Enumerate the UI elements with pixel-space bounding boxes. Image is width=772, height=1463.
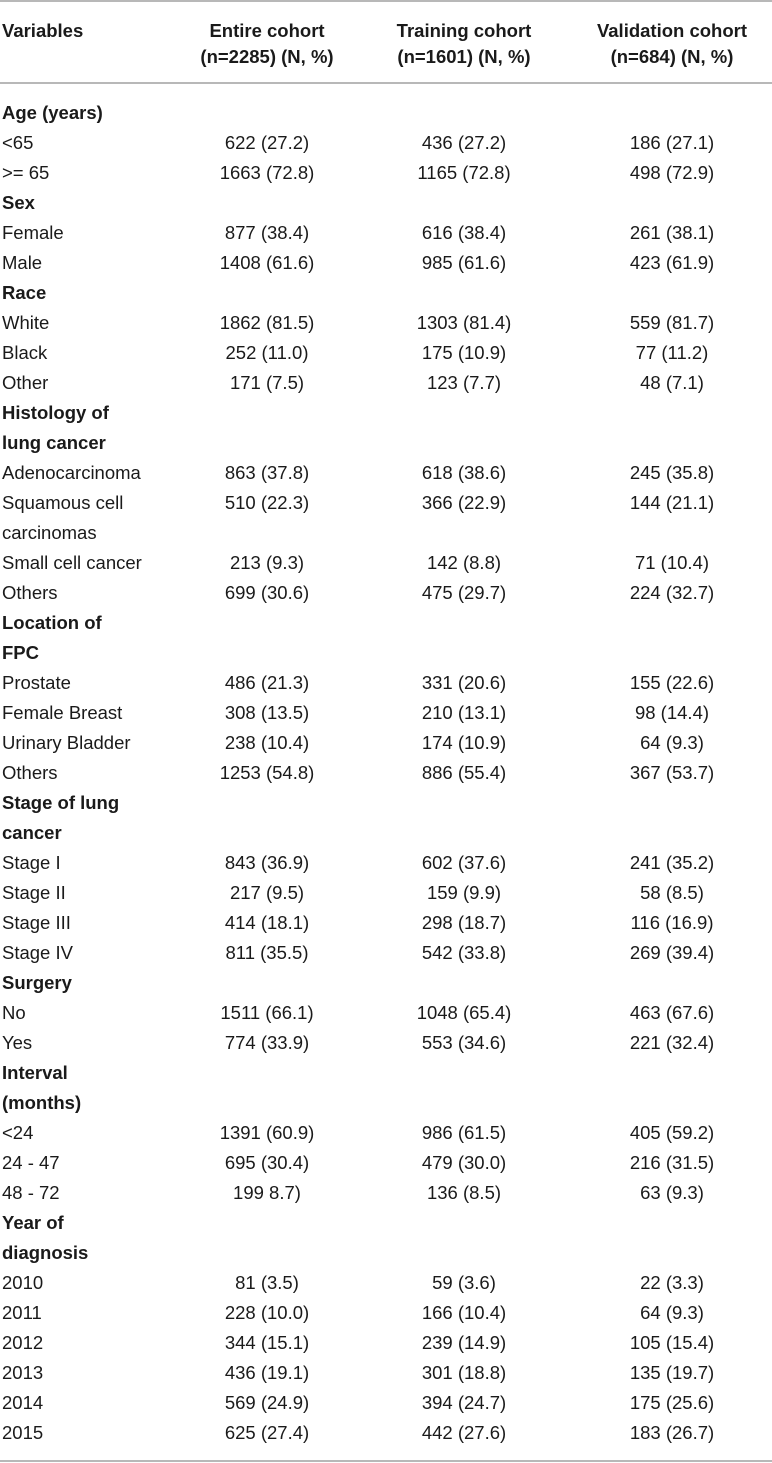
category-label (0, 1058, 178, 1118)
header-entire-title: Entire cohort (209, 20, 325, 41)
table-row (0, 218, 772, 248)
training-cohort-value (356, 98, 572, 128)
training-cohort-value: 442 (27.6) (421, 1422, 507, 1443)
validation-cohort-value (572, 968, 772, 998)
variable-label (0, 758, 178, 788)
table-row (0, 488, 772, 548)
label-line: Histology of (2, 402, 109, 423)
validation-cohort-value: 216 (31.5) (629, 1152, 715, 1173)
validation-cohort-value: 241 (35.2) (629, 852, 715, 873)
label-line: Small cell cancer (2, 552, 142, 573)
table-row (0, 308, 772, 338)
label-line: 2015 (2, 1422, 44, 1443)
entire-cohort-value: 436 (19.1) (224, 1362, 310, 1383)
table-row (0, 1418, 772, 1448)
entire-cohort-value: 699 (30.6) (224, 582, 310, 603)
table-row (0, 758, 772, 788)
entire-cohort-value: 811 (35.5) (225, 942, 309, 963)
training-cohort-value: 985 (61.6) (421, 252, 507, 273)
entire-cohort-value: 843 (36.9) (224, 852, 310, 873)
validation-cohort-value: 48 (7.1) (640, 372, 704, 393)
validation-cohort-value (572, 398, 772, 458)
category-row (0, 1208, 772, 1268)
variable-label (0, 698, 178, 728)
variable-label (0, 1418, 178, 1448)
label-line: Other (2, 372, 49, 393)
validation-cohort-value (572, 188, 772, 218)
header-validation-cohort (572, 18, 772, 70)
entire-cohort-value (178, 968, 356, 998)
training-cohort-value: 210 (13.1) (421, 702, 507, 723)
variable-label (0, 488, 178, 548)
training-cohort-value: 1048 (65.4) (416, 1002, 512, 1023)
validation-cohort-value: 135 (19.7) (629, 1362, 715, 1383)
entire-cohort-value: 1862 (81.5) (219, 312, 315, 333)
label-line: Stage IV (2, 942, 73, 963)
label-line: Urinary Bladder (2, 732, 131, 753)
entire-cohort-value (178, 98, 356, 128)
validation-cohort-value: 261 (38.1) (629, 222, 715, 243)
training-cohort-value: 123 (7.7) (426, 372, 502, 393)
header-training-cohort (356, 18, 572, 70)
validation-cohort-value (572, 278, 772, 308)
header-validation-n: (n=684) (N, %) (610, 46, 734, 67)
variable-label (0, 1178, 178, 1208)
label-line: White (2, 312, 50, 333)
entire-cohort-value: 308 (13.5) (224, 702, 310, 723)
label-line: carcinomas (2, 522, 97, 543)
variable-label (0, 848, 178, 878)
entire-cohort-value: 774 (33.9) (224, 1032, 310, 1053)
entire-cohort-value: 1253 (54.8) (219, 762, 315, 783)
validation-cohort-value: 367 (53.7) (629, 762, 715, 783)
training-cohort-value (356, 968, 572, 998)
label-line: Stage I (2, 852, 61, 873)
training-cohort-value (356, 788, 572, 848)
label-line: FPC (2, 642, 39, 663)
entire-cohort-value: 238 (10.4) (224, 732, 310, 753)
entire-cohort-value: 1663 (72.8) (219, 162, 315, 183)
bottom-rule (0, 1460, 772, 1462)
validation-cohort-value: 245 (35.8) (629, 462, 715, 483)
validation-cohort-value: 186 (27.1) (629, 132, 715, 153)
variable-label (0, 458, 178, 488)
training-cohort-value: 553 (34.6) (421, 1032, 507, 1053)
entire-cohort-value: 486 (21.3) (224, 672, 310, 693)
table-header (0, 2, 772, 82)
variable-label (0, 1358, 178, 1388)
variable-label (0, 218, 178, 248)
training-cohort-value: 298 (18.7) (421, 912, 507, 933)
variable-label (0, 548, 178, 578)
entire-cohort-value: 199 8.7) (233, 1182, 301, 1203)
variable-label (0, 1148, 178, 1178)
label-line: lung cancer (2, 432, 106, 453)
entire-cohort-value: 510 (22.3) (224, 492, 310, 513)
variable-label (0, 1028, 178, 1058)
training-cohort-value: 166 (10.4) (421, 1302, 507, 1323)
training-cohort-value: 59 (3.6) (432, 1272, 496, 1293)
header-entire-n: (n=2285) (N, %) (200, 46, 334, 67)
training-cohort-value: 616 (38.4) (421, 222, 507, 243)
label-line: Others (2, 762, 58, 783)
validation-cohort-value: 98 (14.4) (634, 702, 710, 723)
entire-cohort-value: 1511 (66.1) (220, 1002, 314, 1023)
training-cohort-value: 136 (8.5) (426, 1182, 502, 1203)
validation-cohort-value: 105 (15.4) (629, 1332, 715, 1353)
label-line: Interval (2, 1062, 68, 1083)
training-cohort-value (356, 188, 572, 218)
category-row (0, 608, 772, 668)
validation-cohort-value: 269 (39.4) (629, 942, 715, 963)
training-cohort-value: 602 (37.6) (421, 852, 507, 873)
validation-cohort-value: 221 (32.4) (629, 1032, 715, 1053)
validation-cohort-value: 498 (72.9) (629, 162, 715, 183)
training-cohort-value: 331 (20.6) (421, 672, 507, 693)
label-line: Year of (2, 1212, 64, 1233)
table-row (0, 248, 772, 278)
header-training-title: Training cohort (396, 20, 532, 41)
label-line: 2011 (2, 1302, 42, 1323)
label-line: Surgery (2, 972, 72, 993)
training-cohort-value (356, 278, 572, 308)
label-line: No (2, 1002, 26, 1023)
category-label (0, 398, 178, 458)
validation-cohort-value: 423 (61.9) (629, 252, 715, 273)
category-label (0, 968, 178, 998)
table-row (0, 728, 772, 758)
label-line: Others (2, 582, 58, 603)
table-row (0, 698, 772, 728)
entire-cohort-value: 81 (3.5) (235, 1272, 299, 1293)
variable-label (0, 128, 178, 158)
entire-cohort-value (178, 278, 356, 308)
label-line: Yes (2, 1032, 33, 1053)
table-row (0, 1028, 772, 1058)
validation-cohort-value (572, 608, 772, 668)
training-cohort-value (356, 1208, 572, 1268)
category-label (0, 608, 178, 668)
label-line: Female (2, 222, 64, 243)
category-label (0, 1208, 178, 1268)
label-line: Stage III (2, 912, 71, 933)
training-cohort-value: 475 (29.7) (421, 582, 507, 603)
table-row (0, 1328, 772, 1358)
variable-label (0, 998, 178, 1028)
variable-label (0, 1388, 178, 1418)
table-row (0, 548, 772, 578)
variable-label (0, 248, 178, 278)
entire-cohort-value (178, 608, 356, 668)
training-cohort-value: 159 (9.9) (426, 882, 502, 903)
entire-cohort-value: 877 (38.4) (224, 222, 310, 243)
table-row (0, 848, 772, 878)
variable-label (0, 1298, 178, 1328)
entire-cohort-value (178, 1058, 356, 1118)
training-cohort-value (356, 1058, 572, 1118)
label-line: 48 - 72 (2, 1182, 60, 1203)
label-line: cancer (2, 822, 62, 843)
table-row (0, 368, 772, 398)
variable-label (0, 578, 178, 608)
label-line: Location of (2, 612, 102, 633)
entire-cohort-value: 695 (30.4) (224, 1152, 310, 1173)
validation-cohort-value: 22 (3.3) (640, 1272, 704, 1293)
training-cohort-value: 301 (18.8) (421, 1362, 507, 1383)
variable-label (0, 668, 178, 698)
category-row (0, 968, 772, 998)
validation-cohort-value (572, 1208, 772, 1268)
validation-cohort-value (572, 788, 772, 848)
table-row (0, 938, 772, 968)
entire-cohort-value: 228 (10.0) (224, 1302, 310, 1323)
training-cohort-value: 174 (10.9) (421, 732, 507, 753)
table-row (0, 458, 772, 488)
training-cohort-value: 175 (10.9) (421, 342, 507, 363)
category-row (0, 98, 772, 128)
variable-label (0, 908, 178, 938)
category-row (0, 278, 772, 308)
table-row (0, 998, 772, 1028)
category-label (0, 188, 178, 218)
training-cohort-value (356, 398, 572, 458)
training-cohort-value: 1303 (81.4) (416, 312, 512, 333)
category-row (0, 188, 772, 218)
entire-cohort-value (178, 188, 356, 218)
label-line: Prostate (2, 672, 71, 693)
label-line: Adenocarcinoma (2, 462, 141, 483)
table-body (0, 84, 772, 1448)
validation-cohort-value: 155 (22.6) (629, 672, 715, 693)
training-cohort-value: 142 (8.8) (426, 552, 502, 573)
variable-label (0, 308, 178, 338)
validation-cohort-value: 224 (32.7) (629, 582, 715, 603)
category-row (0, 1058, 772, 1118)
label-line: Stage II (2, 882, 66, 903)
label-line: <65 (2, 132, 34, 153)
table-row (0, 128, 772, 158)
label-line: 2010 (2, 1272, 44, 1293)
table-row (0, 1268, 772, 1298)
variable-label (0, 1118, 178, 1148)
variable-label (0, 158, 178, 188)
training-cohort-value: 394 (24.7) (421, 1392, 507, 1413)
entire-cohort-value: 1408 (61.6) (219, 252, 315, 273)
validation-cohort-value: 405 (59.2) (629, 1122, 715, 1143)
entire-cohort-value: 622 (27.2) (224, 132, 310, 153)
category-label (0, 278, 178, 308)
entire-cohort-value (178, 788, 356, 848)
validation-cohort-value: 77 (11.2) (635, 342, 709, 363)
table-row (0, 338, 772, 368)
validation-cohort-value (572, 98, 772, 128)
label-line: 2012 (2, 1332, 44, 1353)
table-row (0, 1118, 772, 1148)
table-row (0, 878, 772, 908)
training-cohort-value: 618 (38.6) (421, 462, 507, 483)
label-line: Female Breast (2, 702, 123, 723)
label-line: (months) (2, 1092, 82, 1113)
validation-cohort-value: 64 (9.3) (640, 1302, 704, 1323)
entire-cohort-value: 1391 (60.9) (219, 1122, 315, 1143)
table-row (0, 668, 772, 698)
variable-label (0, 878, 178, 908)
entire-cohort-value: 344 (15.1) (224, 1332, 310, 1353)
table-row (0, 1148, 772, 1178)
entire-cohort-value: 863 (37.8) (224, 462, 310, 483)
header-variables: Variables (2, 20, 84, 41)
table-row (0, 578, 772, 608)
variable-label (0, 1328, 178, 1358)
table-row (0, 1358, 772, 1388)
table-row (0, 1298, 772, 1328)
table-row (0, 1178, 772, 1208)
training-cohort-value: 886 (55.4) (421, 762, 507, 783)
variable-label (0, 1268, 178, 1298)
entire-cohort-value: 213 (9.3) (229, 552, 305, 573)
entire-cohort-value: 569 (24.9) (224, 1392, 310, 1413)
entire-cohort-value: 217 (9.5) (229, 882, 305, 903)
variable-label (0, 338, 178, 368)
validation-cohort-value: 63 (9.3) (640, 1182, 704, 1203)
label-line: 24 - 47 (2, 1152, 60, 1173)
entire-cohort-value (178, 398, 356, 458)
entire-cohort-value (178, 1208, 356, 1268)
entire-cohort-value: 171 (7.5) (229, 372, 305, 393)
training-cohort-value: 542 (33.8) (421, 942, 507, 963)
header-training-n: (n=1601) (N, %) (397, 46, 531, 67)
training-cohort-value: 986 (61.5) (421, 1122, 507, 1143)
label-line: Black (2, 342, 48, 363)
variable-label (0, 368, 178, 398)
category-label (0, 98, 178, 128)
label-line: Age (years) (2, 102, 103, 123)
label-line: Stage of lung (2, 792, 120, 813)
label-line: Sex (2, 192, 35, 213)
variable-label (0, 938, 178, 968)
category-row (0, 788, 772, 848)
table-row (0, 1388, 772, 1418)
header-entire-cohort (178, 18, 356, 70)
validation-cohort-value: 183 (26.7) (629, 1422, 715, 1443)
label-line: Squamous cell (2, 492, 124, 513)
validation-cohort-value: 463 (67.6) (629, 1002, 715, 1023)
header-validation-title: Validation cohort (596, 20, 748, 41)
validation-cohort-value: 71 (10.4) (634, 552, 710, 573)
label-line: 2014 (2, 1392, 44, 1413)
label-line: <24 (2, 1122, 34, 1143)
validation-cohort-value: 64 (9.3) (640, 732, 704, 753)
training-cohort-value: 436 (27.2) (421, 132, 507, 153)
label-line: 2013 (2, 1362, 44, 1383)
validation-cohort-value: 144 (21.1) (629, 492, 715, 513)
validation-cohort-value: 116 (16.9) (630, 912, 714, 933)
entire-cohort-value: 625 (27.4) (224, 1422, 310, 1443)
training-cohort-value: 1165 (72.8) (417, 162, 511, 183)
training-cohort-value: 239 (14.9) (421, 1332, 507, 1353)
table-row (0, 158, 772, 188)
training-cohort-value: 366 (22.9) (421, 492, 507, 513)
training-cohort-value: 479 (30.0) (421, 1152, 507, 1173)
label-line: Race (2, 282, 47, 303)
entire-cohort-value: 414 (18.1) (224, 912, 310, 933)
table-row (0, 908, 772, 938)
entire-cohort-value: 252 (11.0) (225, 342, 309, 363)
category-row (0, 398, 772, 458)
label-line: diagnosis (2, 1242, 89, 1263)
variable-label (0, 728, 178, 758)
validation-cohort-value: 58 (8.5) (640, 882, 704, 903)
validation-cohort-value: 175 (25.6) (629, 1392, 715, 1413)
validation-cohort-value (572, 1058, 772, 1118)
training-cohort-value (356, 608, 572, 668)
category-label (0, 788, 178, 848)
label-line: >= 65 (2, 162, 50, 183)
label-line: Male (2, 252, 43, 273)
validation-cohort-value: 559 (81.7) (629, 312, 715, 333)
